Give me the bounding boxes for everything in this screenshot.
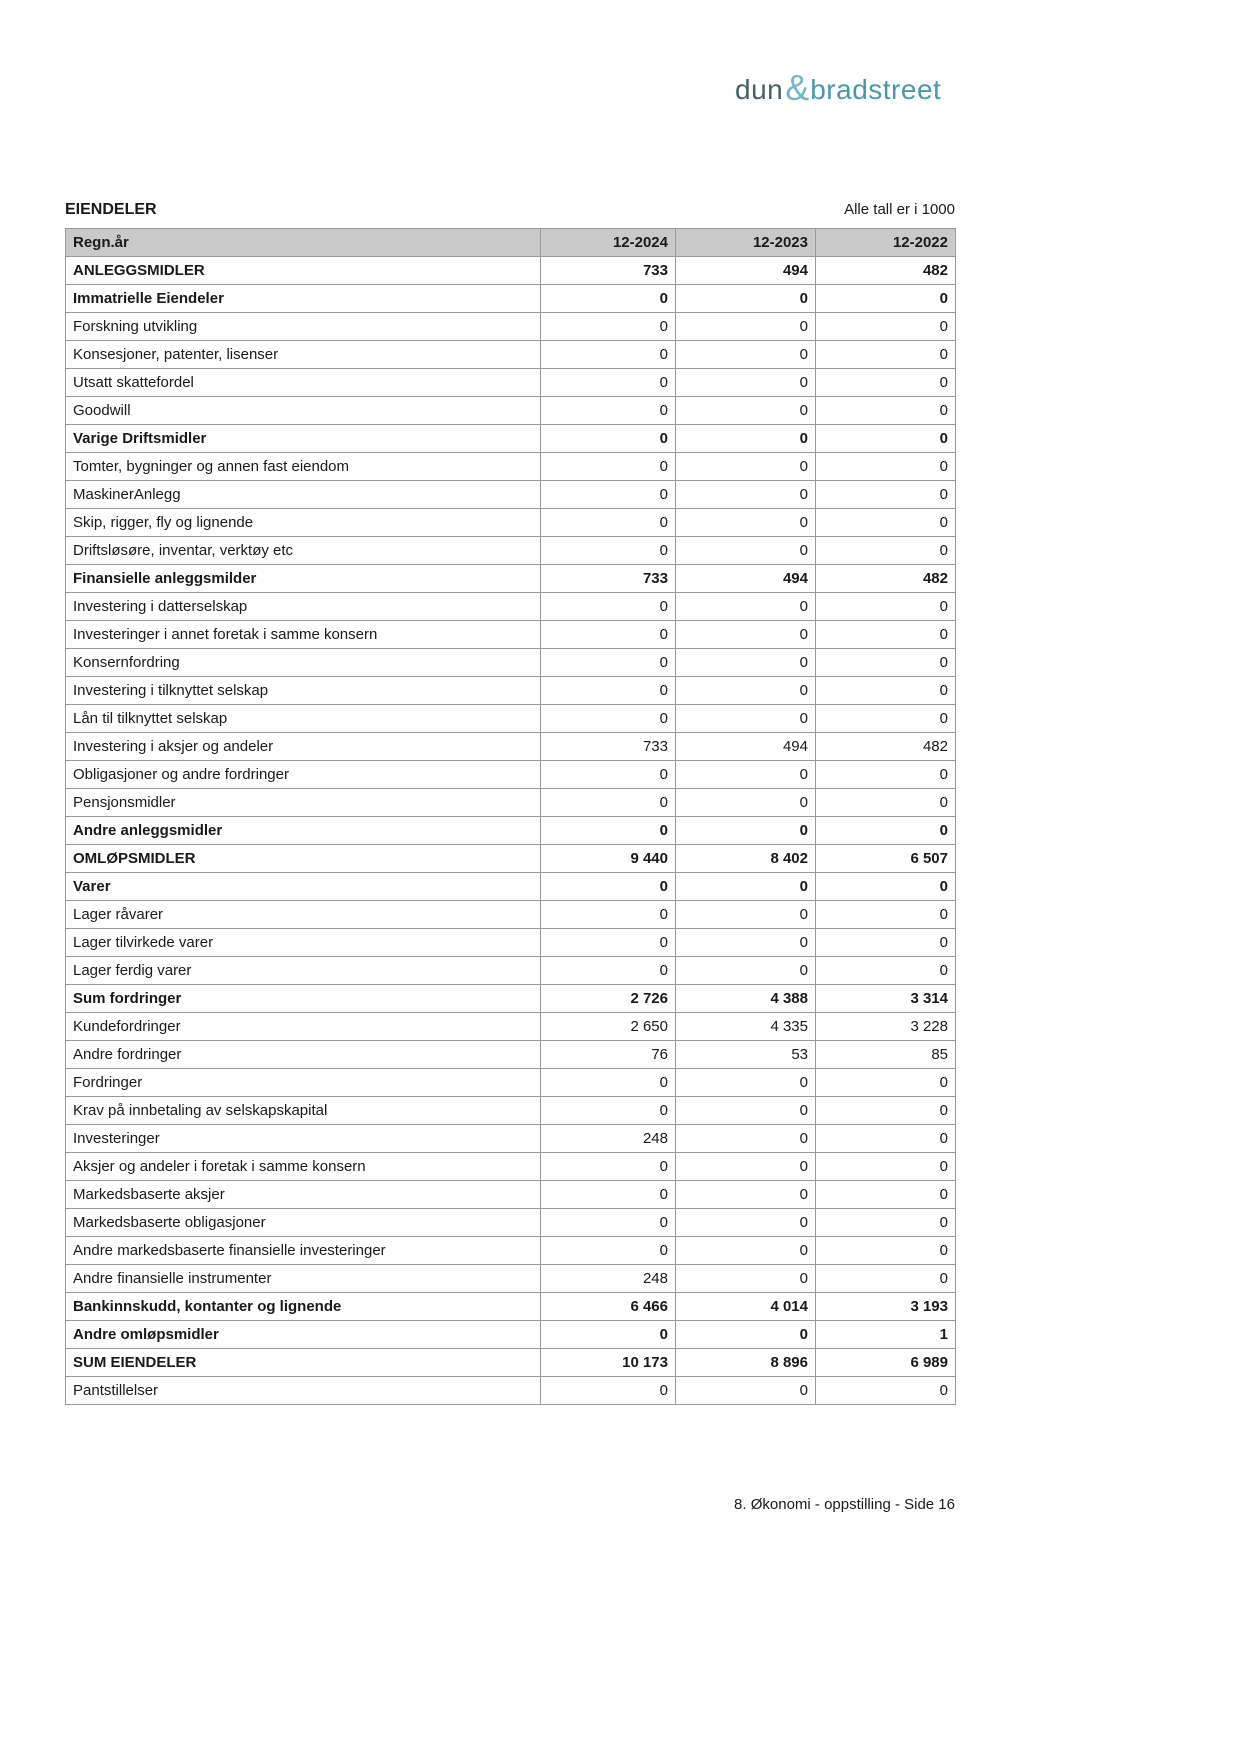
row-value: 0: [676, 873, 816, 901]
row-label: Andre finansielle instrumenter: [66, 1265, 541, 1293]
row-value: 0: [541, 761, 676, 789]
table-row: [66, 1349, 956, 1377]
table-row: [66, 733, 956, 761]
row-value: 0: [676, 285, 816, 313]
row-label: Utsatt skattefordel: [66, 369, 541, 397]
column-header-2023: 12-2023: [676, 229, 816, 257]
table-row: [66, 1293, 956, 1321]
row-value: 0: [676, 761, 816, 789]
row-value: 0: [816, 481, 956, 509]
row-label: Driftsløsøre, inventar, verktøy etc: [66, 537, 541, 565]
row-value: 0: [816, 369, 956, 397]
table-row: [66, 1013, 956, 1041]
row-value: 0: [541, 957, 676, 985]
table-row: [66, 369, 956, 397]
row-value: 0: [676, 705, 816, 733]
row-label: Pantstillelser: [66, 1377, 541, 1405]
row-label: Lager tilvirkede varer: [66, 929, 541, 957]
balance-sheet-table: [65, 228, 956, 1405]
table-row: [66, 761, 956, 789]
table-row: [66, 425, 956, 453]
row-value: 8 402: [676, 845, 816, 873]
row-value: 0: [676, 1265, 816, 1293]
table-row: [66, 453, 956, 481]
row-value: 9 440: [541, 845, 676, 873]
row-value: 0: [676, 453, 816, 481]
row-value: 0: [676, 1153, 816, 1181]
row-label: Skip, rigger, fly og lignende: [66, 509, 541, 537]
table-row: [66, 677, 956, 705]
row-value: 0: [541, 705, 676, 733]
table-row: [66, 313, 956, 341]
page-footer: 8. Økonomi - oppstilling - Side 16: [734, 1496, 955, 1513]
row-label: Obligasjoner og andre fordringer: [66, 761, 541, 789]
row-value: 0: [676, 1181, 816, 1209]
row-label: Investering i aksjer og andeler: [66, 733, 541, 761]
row-value: 0: [816, 285, 956, 313]
row-value: 0: [541, 1321, 676, 1349]
row-value: 0: [676, 341, 816, 369]
row-value: 6 466: [541, 1293, 676, 1321]
row-value: 0: [816, 957, 956, 985]
row-value: 53: [676, 1041, 816, 1069]
row-value: 0: [816, 425, 956, 453]
row-value: 0: [541, 901, 676, 929]
row-value: 0: [541, 1209, 676, 1237]
row-value: 0: [676, 537, 816, 565]
row-value: 0: [816, 313, 956, 341]
table-row: [66, 1237, 956, 1265]
row-value: 0: [676, 621, 816, 649]
row-label: Finansielle anleggsmilder: [66, 565, 541, 593]
row-value: 4 335: [676, 1013, 816, 1041]
table-caption-row: [65, 201, 955, 219]
row-value: 0: [541, 1153, 676, 1181]
row-label: Andre anleggsmidler: [66, 817, 541, 845]
row-value: 6 507: [816, 845, 956, 873]
row-label: MaskinerAnlegg: [66, 481, 541, 509]
row-value: 0: [676, 369, 816, 397]
table-row: [66, 1209, 956, 1237]
row-value: 0: [816, 1265, 956, 1293]
row-value: 482: [816, 733, 956, 761]
row-value: 85: [816, 1041, 956, 1069]
row-label: Forskning utvikling: [66, 313, 541, 341]
row-label: Fordringer: [66, 1069, 541, 1097]
table-header-row: [66, 229, 956, 257]
row-value: 0: [816, 705, 956, 733]
row-value: 0: [676, 901, 816, 929]
row-value: 10 173: [541, 1349, 676, 1377]
column-header-regnaar: Regn.år: [66, 229, 541, 257]
section-title: EIENDELER: [65, 201, 157, 218]
row-value: 6 989: [816, 1349, 956, 1377]
row-label: Investering i tilknyttet selskap: [66, 677, 541, 705]
row-value: 494: [676, 565, 816, 593]
row-value: 4 388: [676, 985, 816, 1013]
row-value: 0: [816, 397, 956, 425]
row-value: 0: [541, 1377, 676, 1405]
row-label: Varige Driftsmidler: [66, 425, 541, 453]
table-row: [66, 817, 956, 845]
row-value: 0: [541, 425, 676, 453]
table-row: [66, 257, 956, 285]
row-label: Investeringer: [66, 1125, 541, 1153]
row-value: 0: [816, 1153, 956, 1181]
row-label: Investering i datterselskap: [66, 593, 541, 621]
table-row: [66, 285, 956, 313]
row-value: 0: [816, 593, 956, 621]
row-label: Bankinnskudd, kontanter og lignende: [66, 1293, 541, 1321]
row-value: 76: [541, 1041, 676, 1069]
row-value: 0: [816, 621, 956, 649]
row-value: 0: [816, 1209, 956, 1237]
row-value: 0: [676, 313, 816, 341]
row-label: Goodwill: [66, 397, 541, 425]
row-label: Lån til tilknyttet selskap: [66, 705, 541, 733]
row-value: 2 726: [541, 985, 676, 1013]
row-value: 0: [816, 817, 956, 845]
row-value: 0: [676, 509, 816, 537]
row-label: Krav på innbetaling av selskapskapital: [66, 1097, 541, 1125]
row-value: 248: [541, 1125, 676, 1153]
row-label: OMLØPSMIDLER: [66, 845, 541, 873]
row-value: 0: [676, 593, 816, 621]
row-value: 494: [676, 733, 816, 761]
table-row: [66, 1265, 956, 1293]
table-row: [66, 397, 956, 425]
row-value: 0: [541, 677, 676, 705]
table-row: [66, 789, 956, 817]
logo-dun-text: dun: [735, 74, 784, 105]
row-label: SUM EIENDELER: [66, 1349, 541, 1377]
column-header-2022: 12-2022: [816, 229, 956, 257]
row-value: 0: [541, 313, 676, 341]
row-value: 0: [816, 537, 956, 565]
row-value: 0: [541, 509, 676, 537]
row-value: 0: [541, 649, 676, 677]
row-label: Markedsbaserte obligasjoner: [66, 1209, 541, 1237]
row-value: 0: [676, 1125, 816, 1153]
row-value: 0: [676, 677, 816, 705]
row-value: 0: [816, 649, 956, 677]
row-value: 0: [541, 341, 676, 369]
table-row: [66, 957, 956, 985]
row-value: 0: [541, 1237, 676, 1265]
row-label: Investeringer i annet foretak i samme konsern: [66, 621, 541, 649]
row-label: ANLEGGSMIDLER: [66, 257, 541, 285]
row-value: 733: [541, 565, 676, 593]
row-value: 0: [541, 1181, 676, 1209]
row-value: 0: [676, 1321, 816, 1349]
logo-bradstreet-text: bradstreet: [810, 74, 942, 105]
row-value: 2 650: [541, 1013, 676, 1041]
row-value: 0: [676, 425, 816, 453]
row-value: 0: [541, 481, 676, 509]
row-value: 0: [816, 509, 956, 537]
table-row: [66, 1321, 956, 1349]
row-value: 733: [541, 257, 676, 285]
table-row: [66, 1097, 956, 1125]
row-value: 0: [676, 1069, 816, 1097]
row-label: Andre omløpsmidler: [66, 1321, 541, 1349]
row-value: 0: [676, 1237, 816, 1265]
row-label: Pensjonsmidler: [66, 789, 541, 817]
table-row: [66, 341, 956, 369]
row-value: 0: [541, 1097, 676, 1125]
row-value: 248: [541, 1265, 676, 1293]
row-value: 3 314: [816, 985, 956, 1013]
row-value: 0: [541, 453, 676, 481]
row-value: 0: [816, 1069, 956, 1097]
row-value: 0: [541, 369, 676, 397]
column-header-2024: 12-2024: [541, 229, 676, 257]
table-row: [66, 1125, 956, 1153]
dun-bradstreet-logo: [735, 67, 942, 108]
row-label: Sum fordringer: [66, 985, 541, 1013]
row-value: 0: [816, 341, 956, 369]
table-row: [66, 621, 956, 649]
table-row: [66, 845, 956, 873]
row-value: 3 193: [816, 1293, 956, 1321]
row-value: 0: [676, 397, 816, 425]
row-value: 0: [541, 593, 676, 621]
row-value: 494: [676, 257, 816, 285]
row-label: Konsernfordring: [66, 649, 541, 677]
row-value: 0: [541, 397, 676, 425]
row-value: 0: [676, 481, 816, 509]
table-row: [66, 565, 956, 593]
table-row: [66, 1041, 956, 1069]
table-row: [66, 705, 956, 733]
table-row: [66, 1377, 956, 1405]
table-row: [66, 649, 956, 677]
table-row: [66, 901, 956, 929]
table-row: [66, 537, 956, 565]
row-value: 4 014: [676, 1293, 816, 1321]
row-label: Markedsbaserte aksjer: [66, 1181, 541, 1209]
row-value: 0: [676, 817, 816, 845]
row-value: 0: [816, 1097, 956, 1125]
row-label: Immatrielle Eiendeler: [66, 285, 541, 313]
row-value: 3 228: [816, 1013, 956, 1041]
row-value: 0: [676, 1377, 816, 1405]
row-value: 0: [816, 929, 956, 957]
row-value: 0: [816, 901, 956, 929]
row-label: Tomter, bygninger og annen fast eiendom: [66, 453, 541, 481]
row-label: Lager råvarer: [66, 901, 541, 929]
row-value: 0: [816, 1125, 956, 1153]
row-label: Varer: [66, 873, 541, 901]
row-value: 0: [676, 1097, 816, 1125]
table-row: [66, 1069, 956, 1097]
table-row: [66, 481, 956, 509]
table-row: [66, 1153, 956, 1181]
row-value: 0: [541, 285, 676, 313]
row-value: 0: [541, 621, 676, 649]
row-value: 0: [816, 789, 956, 817]
table-row: [66, 929, 956, 957]
row-value: 0: [816, 677, 956, 705]
row-value: 0: [676, 789, 816, 817]
table-row: [66, 1181, 956, 1209]
row-value: 482: [816, 257, 956, 285]
row-value: 0: [676, 957, 816, 985]
row-value: 0: [816, 1377, 956, 1405]
table-row: [66, 593, 956, 621]
row-label: Andre fordringer: [66, 1041, 541, 1069]
row-value: 0: [541, 929, 676, 957]
row-value: 8 896: [676, 1349, 816, 1377]
row-value: 0: [816, 453, 956, 481]
ampersand-icon: &: [785, 67, 810, 108]
row-value: 0: [541, 1069, 676, 1097]
row-value: 733: [541, 733, 676, 761]
row-value: 0: [541, 817, 676, 845]
row-value: 0: [541, 537, 676, 565]
row-label: Andre markedsbaserte finansielle investeringer: [66, 1237, 541, 1265]
row-value: 0: [541, 789, 676, 817]
row-label: Lager ferdig varer: [66, 957, 541, 985]
row-value: 0: [816, 1181, 956, 1209]
table-row: [66, 509, 956, 537]
row-value: 0: [676, 649, 816, 677]
row-value: 0: [816, 873, 956, 901]
row-value: 0: [541, 873, 676, 901]
row-value: 0: [676, 1209, 816, 1237]
units-note: Alle tall er i 1000: [844, 201, 955, 218]
row-label: Aksjer og andeler i foretak i samme konsern: [66, 1153, 541, 1181]
table-row: [66, 873, 956, 901]
row-label: Konsesjoner, patenter, lisenser: [66, 341, 541, 369]
row-label: Kundefordringer: [66, 1013, 541, 1041]
table-body: [66, 257, 956, 1405]
row-value: 0: [816, 761, 956, 789]
row-value: 0: [816, 1237, 956, 1265]
row-value: 482: [816, 565, 956, 593]
table-row: [66, 985, 956, 1013]
row-value: 1: [816, 1321, 956, 1349]
row-value: 0: [676, 929, 816, 957]
